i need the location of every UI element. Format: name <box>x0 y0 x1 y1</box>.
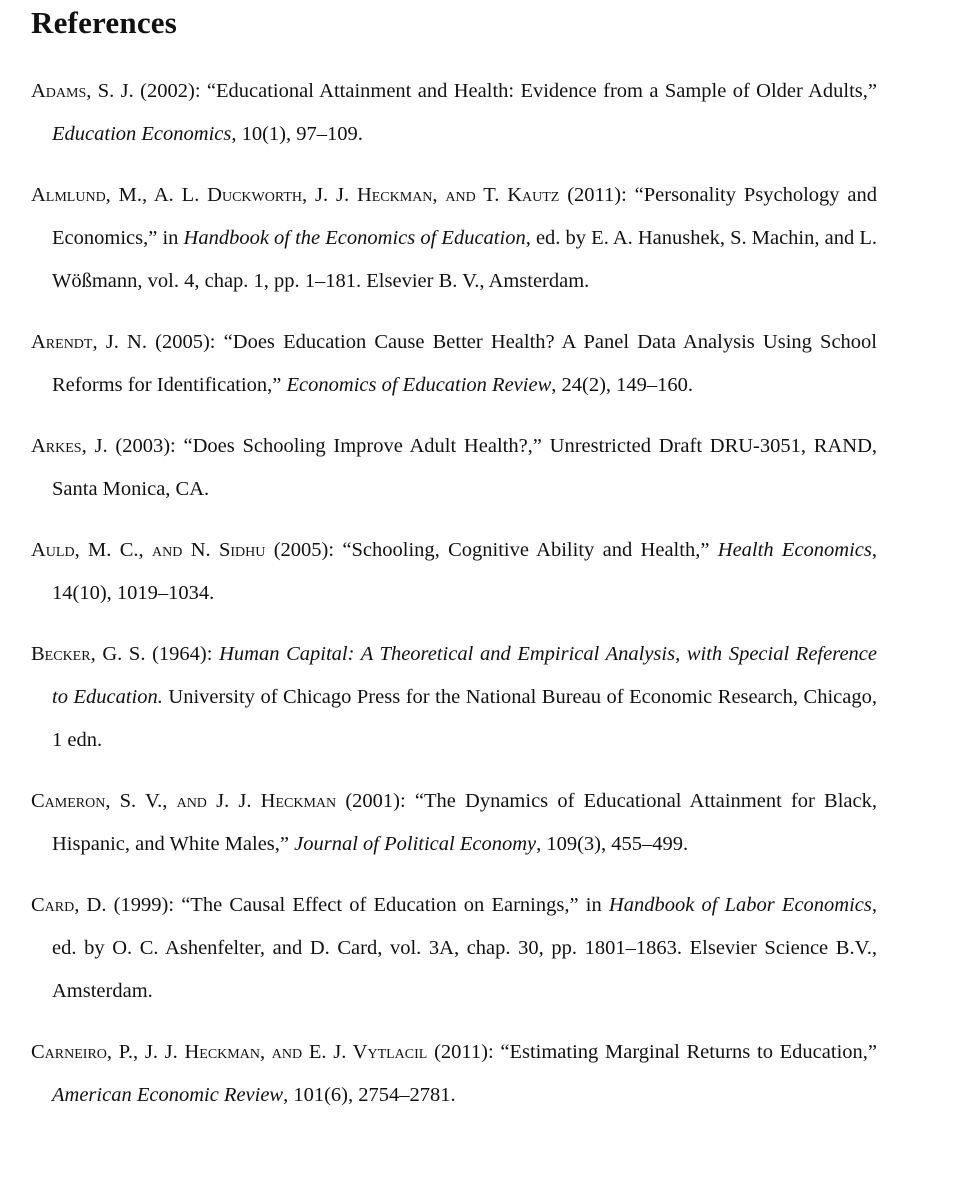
reference-year-title: (2005): “Does Education Cause Better Health? A Panel Data Analysis Using School Reforms for Identification,” <box>52 331 878 396</box>
reference-details: , 10(1), 97–109. <box>231 123 363 145</box>
reference-authors: Auld, M. C., and N. Sidhu <box>31 539 266 561</box>
reference-entry-cameron-2001 <box>31 780 877 866</box>
reference-entry-almlund-2011 <box>31 174 877 303</box>
reference-details: University of Chicago Press for the National Bureau of Economic Research, Chicago, 1 edn. <box>52 686 877 751</box>
reference-year-title: (2005): “Schooling, Cognitive Ability and Health,” <box>265 539 718 561</box>
reference-details: , 101(6), 2754–2781. <box>283 1084 456 1106</box>
reference-year-title: (2011): “Personality Psychology and Economics,” in <box>52 184 877 249</box>
reference-venue: American Economic Review <box>52 1084 284 1106</box>
reference-details: , 109(3), 455–499. <box>536 833 689 855</box>
reference-entry-arkes-2003 <box>31 425 877 511</box>
reference-venue: Economics of Education Review <box>286 374 552 396</box>
reference-details: , ed. by E. A. Hanushek, S. Machin, and L. Wößmann, vol. 4, chap. 1, pp. 1–181. Elsevier B. V., Amsterdam. <box>52 227 877 292</box>
reference-venue: Journal of Political Economy <box>294 833 537 855</box>
reference-authors: Arkes, J. <box>31 435 108 457</box>
reference-authors: Arendt, J. N. <box>31 331 147 353</box>
reference-details: , ed. by O. C. Ashenfelter, and D. Card, vol. 3A, chap. 30, pp. 1801–1863. Elsevier Science B.V., Amsterdam. <box>52 894 877 1002</box>
reference-authors: Carneiro, P., J. J. Heckman, and E. J. Vytlacil <box>31 1041 428 1063</box>
reference-venue: Handbook of the Economics of Education <box>183 227 526 249</box>
reference-venue: Health Economics <box>717 539 872 561</box>
reference-year-title: (2003): “Does Schooling Improve Adult Health?,” Unrestricted Draft DRU-3051, RAND, Santa Monica, CA. <box>52 435 877 500</box>
reference-list <box>31 70 877 1135</box>
reference-authors: Cameron, S. V., and J. J. Heckman <box>31 790 337 812</box>
reference-venue: Education Economics <box>52 123 232 145</box>
reference-year-title: (1964): <box>145 643 220 665</box>
reference-entry-carneiro-2011 <box>31 1031 877 1117</box>
reference-year-title: (1999): “The Causal Effect of Education on Earnings,” in <box>106 894 609 916</box>
reference-authors: Becker, G. S. <box>31 643 146 665</box>
reference-year-title: (2001): “The Dynamics of Educational Attainment for Black, Hispanic, and White Males,” <box>52 790 877 855</box>
reference-details: , 14(10), 1019–1034. <box>52 539 877 604</box>
reference-venue: Human Capital: A Theoretical and Empirical Analysis, with Special Reference to Education. <box>52 643 877 708</box>
reference-entry-adams-2002 <box>31 70 877 156</box>
reference-entry-arendt-2005 <box>31 321 877 407</box>
reference-details: , 24(2), 149–160. <box>551 374 694 396</box>
references-heading: References <box>31 5 178 40</box>
reference-authors: Card, D. <box>31 894 107 916</box>
reference-authors: Almlund, M., A. L. Duckworth, J. J. Heckman, and T. Kautz <box>31 184 560 206</box>
reference-year-title: (2002): “Educational Attainment and Health: Evidence from a Sample of Older Adults,” <box>133 80 877 102</box>
reference-entry-card-1999 <box>31 884 877 1013</box>
reference-year-title: (2011): “Estimating Marginal Returns to Education,” <box>427 1041 877 1063</box>
reference-venue: Handbook of Labor Economics <box>608 894 872 916</box>
reference-entry-auld-2005 <box>31 529 877 615</box>
reference-entry-becker-1964 <box>31 633 877 762</box>
reference-authors: Adams, S. J. <box>31 80 134 102</box>
